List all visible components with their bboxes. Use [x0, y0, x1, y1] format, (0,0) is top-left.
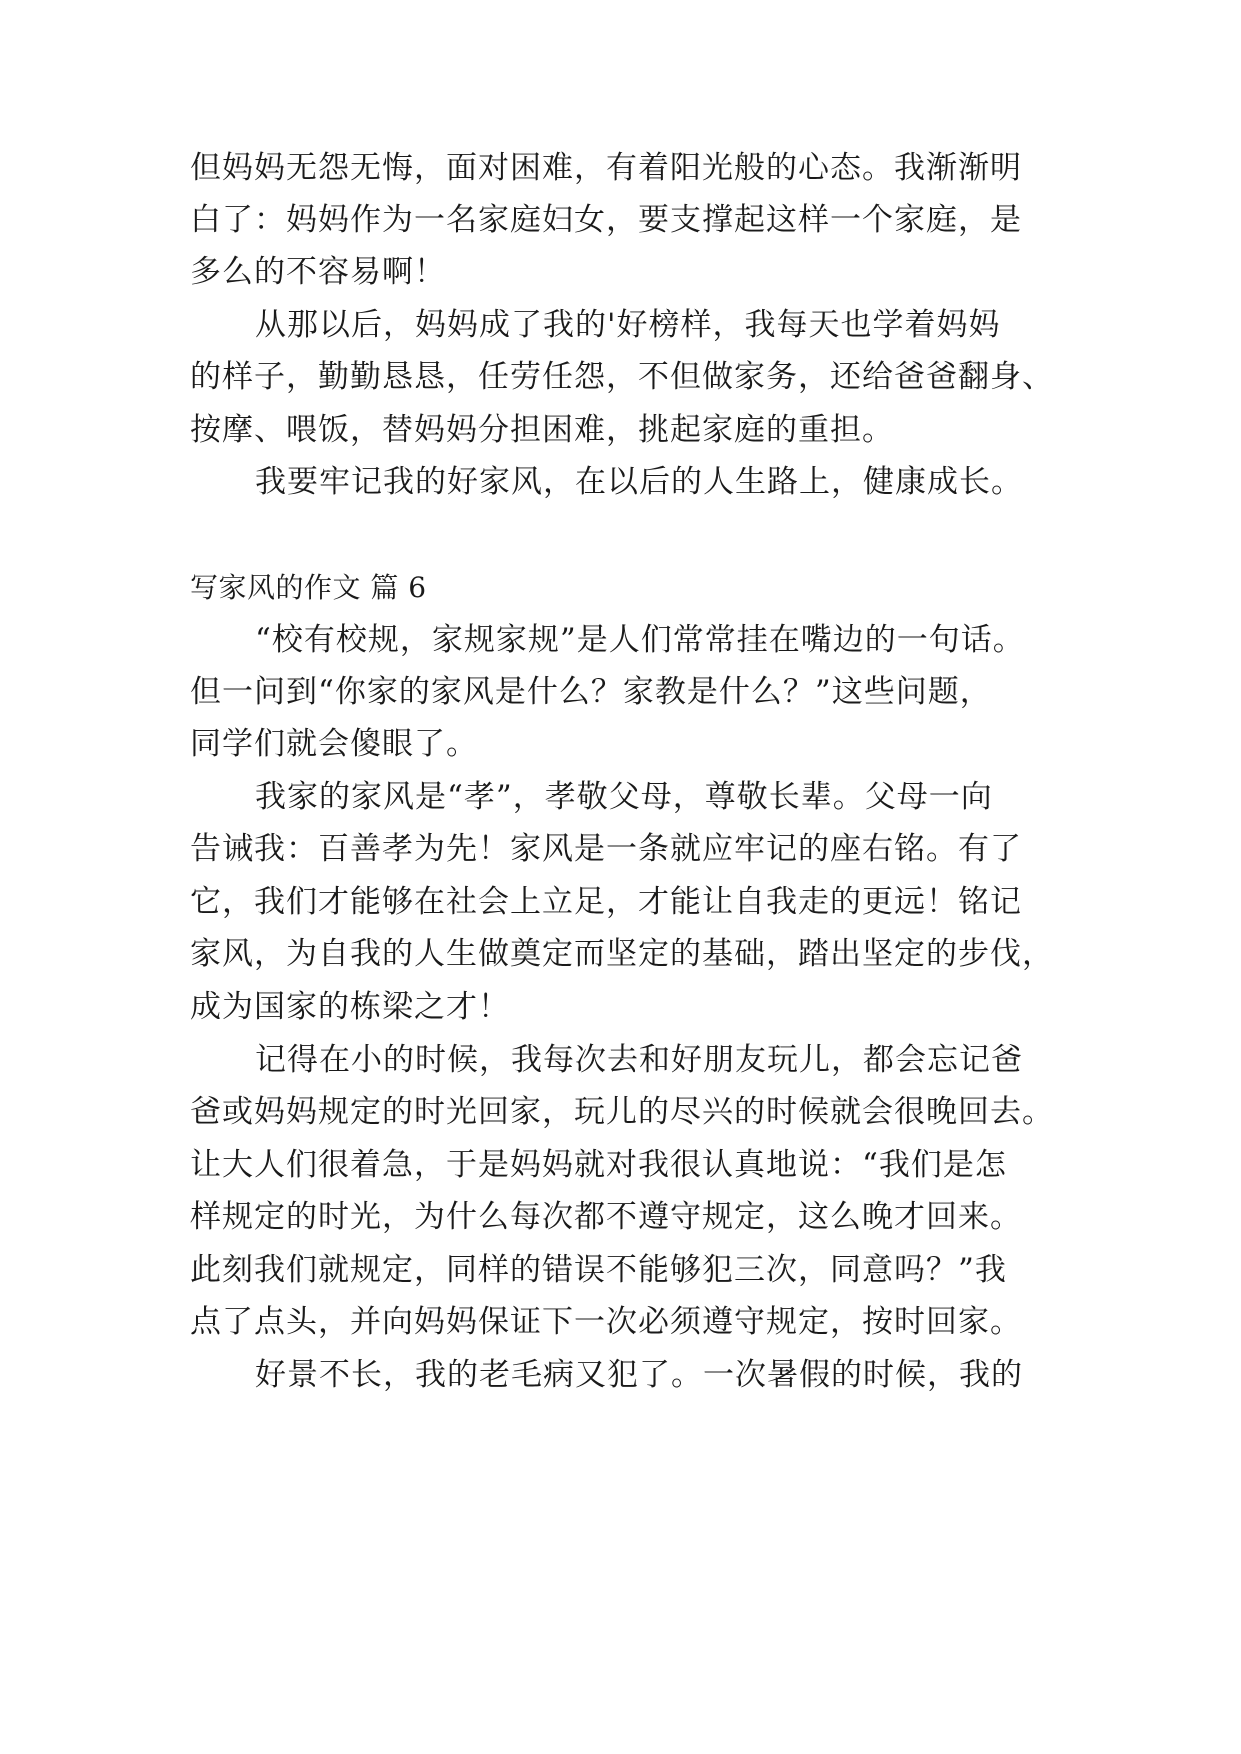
text-line: 但一问到“你家的家风是什么？家教是什么？”这些问题， [190, 674, 992, 710]
paragraph-first-line: 我家的家风是“孝”，孝敬父母，尊敬长辈。父母一向 [255, 779, 993, 815]
section-heading: 写家风的作文 篇 6 [190, 571, 427, 604]
text-line: 白了：妈妈作为一名家庭妇女，要支撑起这样一个家庭，是 [190, 202, 1022, 238]
text-line: 的样子，勤勤恳恳，任劳任怨，不但做家务，还给爸爸翻身、 [190, 359, 1054, 395]
paragraph-first-line: 我要牢记我的好家风，在以后的人生路上，健康成长。 [255, 464, 1023, 500]
paragraph-first-line: “校有校规，家规家规”是人们常常挂在嘴边的一句话。 [255, 622, 1025, 658]
text-line: 点了点头，并向妈妈保证下一次必须遵守规定，按时回家。 [190, 1304, 1022, 1340]
text-line: 但妈妈无怨无悔，面对困难，有着阳光般的心态。我渐渐明 [190, 150, 1022, 186]
text-line: 它，我们才能够在社会上立足，才能让自我走的更远！铭记 [190, 884, 1022, 920]
paragraph-first-line: 好景不长，我的老毛病又犯了。一次暑假的时候，我的 [255, 1357, 1023, 1393]
text-line: 爸或妈妈规定的时光回家，玩儿的尽兴的时候就会很晚回去。 [190, 1094, 1054, 1130]
paragraph-first-line: 记得在小的时候，我每次去和好朋友玩儿，都会忘记爸 [255, 1042, 1023, 1078]
text-line: 多么的不容易啊！ [190, 254, 446, 290]
text-line: 此刻我们就规定，同样的错误不能够犯三次，同意吗？”我 [190, 1252, 1007, 1288]
text-line: 成为国家的栋梁之才！ [190, 989, 510, 1025]
text-line: 让大人们很着急，于是妈妈就对我很认真地说：“我们是怎 [190, 1147, 1007, 1183]
text-line: 按摩、喂饭，替妈妈分担困难，挑起家庭的重担。 [190, 412, 894, 448]
text-line: 家风，为自我的人生做奠定而坚定的基础，踏出坚定的步伐， [190, 936, 1054, 972]
text-line: 样规定的时光，为什么每次都不遵守规定，这么晚才回来。 [190, 1199, 1022, 1235]
paragraph-first-line: 从那以后，妈妈成了我的'好榜样，我每天也学着妈妈 [255, 307, 1001, 343]
text-line: 告诫我：百善孝为先！家风是一条就应牢记的座右铭。有了 [190, 831, 1022, 867]
text-line: 同学们就会傻眼了。 [190, 726, 478, 762]
